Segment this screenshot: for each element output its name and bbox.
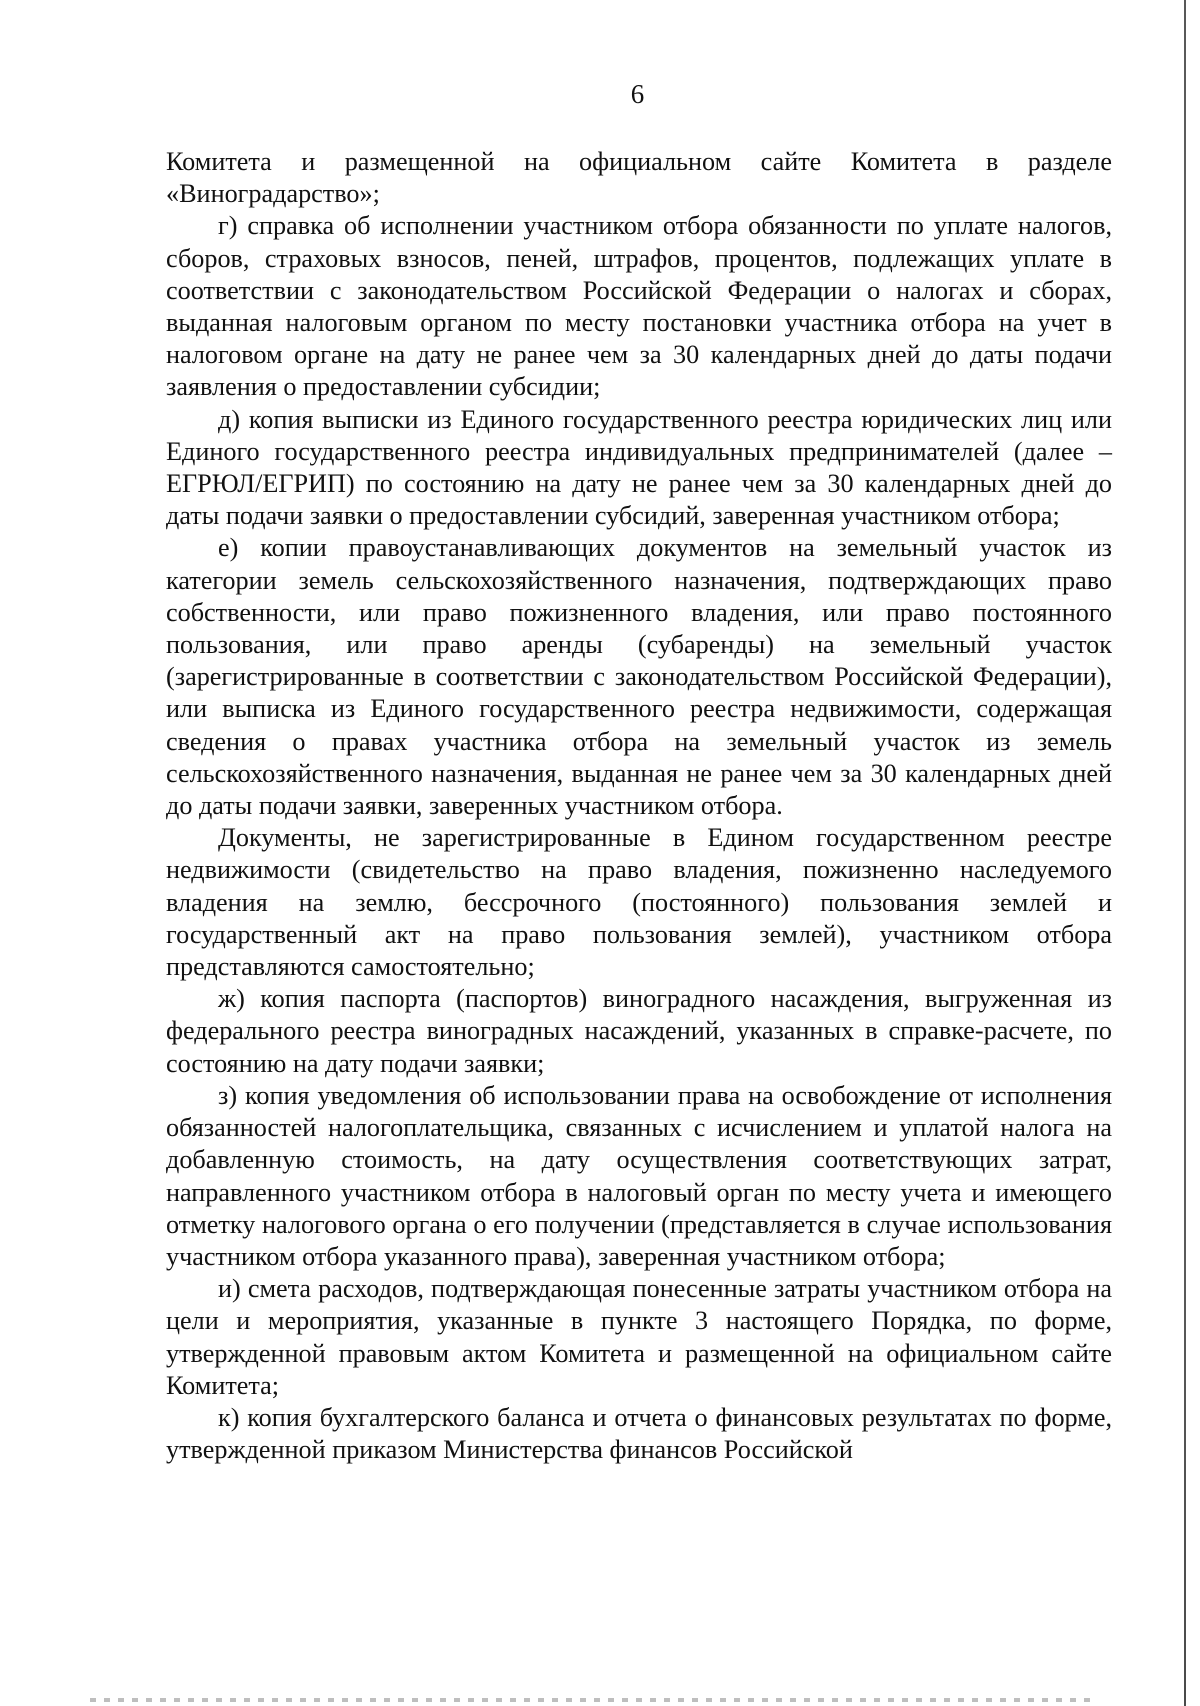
scan-edge-line [1184,0,1186,1706]
paragraph-item-z: з) копия уведомления об использовании права на освобождение от исполнения обязанностей налогоплательщика, связанных с исчислением и уплатой налога на добавленную стоимость, на дату осуществления соответствующих затрат, направленного участником отбора в налоговый орган по месту учета и имеющего отметку налогового органа о его получении (представляется в случае использования участником отбора указанного права), заверенная участником отбора; [166,1080,1112,1271]
paragraph-item-i: и) смета расходов, подтверждающая понесенные затраты участником отбора на цели и мероприятия, указанные в пункте 3 настоящего Порядка, по форме, утвержденной правовым актом Комитета и размещенной на официальном сайте Комитета; [166,1274,1112,1400]
paragraph-item-e: е) копии правоустанавливающих документов на земельный участок из категории земель сельскохозяйственного назначения, подтверждающих право собственности, или право пожизненного владения, или право постоянного пользования, или право аренды (субаренды) на земельный участок (зарегистрированные в соответствии с законодательством Российской Федерации), или выписка из Единого государственного реестра недвижимости, содержащая сведения о правах участника отбора на земельный участок из земель сельскохозяйственного назначения, выданная не ранее чем за 30 календарных дней до даты подачи заявки, заверенных участником отбора. [166,533,1112,821]
document-body [166,146,1112,1466]
paragraph-item-g: г) справка об исполнении участником отбора обязанности по уплате налогов, сборов, страховых взносов, пеней, штрафов, процентов, подлежащих уплате в соответствии с законодательством Российской Федерации о налогах и сборах, выданная налоговым органом по месту постановки участника отбора на учет в налоговом органе на дату не ранее чем за 30 календарных дней до даты подачи заявления о предоставлении субсидии; [166,211,1112,402]
paragraph-item-zh: ж) копия паспорта (паспортов) виноградного насаждения, выгруженная из федерального реестра виноградных насаждений, указанных в справке-расчете, по состоянию на дату подачи заявки; [166,984,1112,1078]
paragraph-documents-note: Документы, не зарегистрированные в Едином государственном реестре недвижимости (свидетельство на право владения, пожизненно наследуемого владения на землю, бессрочного (постоянного) пользования землей и государственный акт на право пользования землей), участником отбора представляются самостоятельно; [166,823,1112,982]
paragraph-item-d: д) копия выписки из Единого государственного реестра юридических лиц или Единого государственного реестра индивидуальных предпринимателей (далее – ЕГРЮЛ/ЕГРИП) по состоянию на дату не ранее чем за 30 календарных дней до даты подачи заявки о предоставлении субсидий, заверенная участником отбора; [166,404,1112,531]
paragraph-item-k: к) копия бухгалтерского баланса и отчета о финансовых результатах по форме, утвержденной приказом Министерства финансов Российской [166,1402,1112,1465]
scan-bottom-artifact [90,1698,1090,1702]
page-number: 6 [630,79,645,109]
paragraph-continuation: Комитета и размещенной на официальном сайте Комитета в разделе «Виноградарство»; [166,147,1112,209]
